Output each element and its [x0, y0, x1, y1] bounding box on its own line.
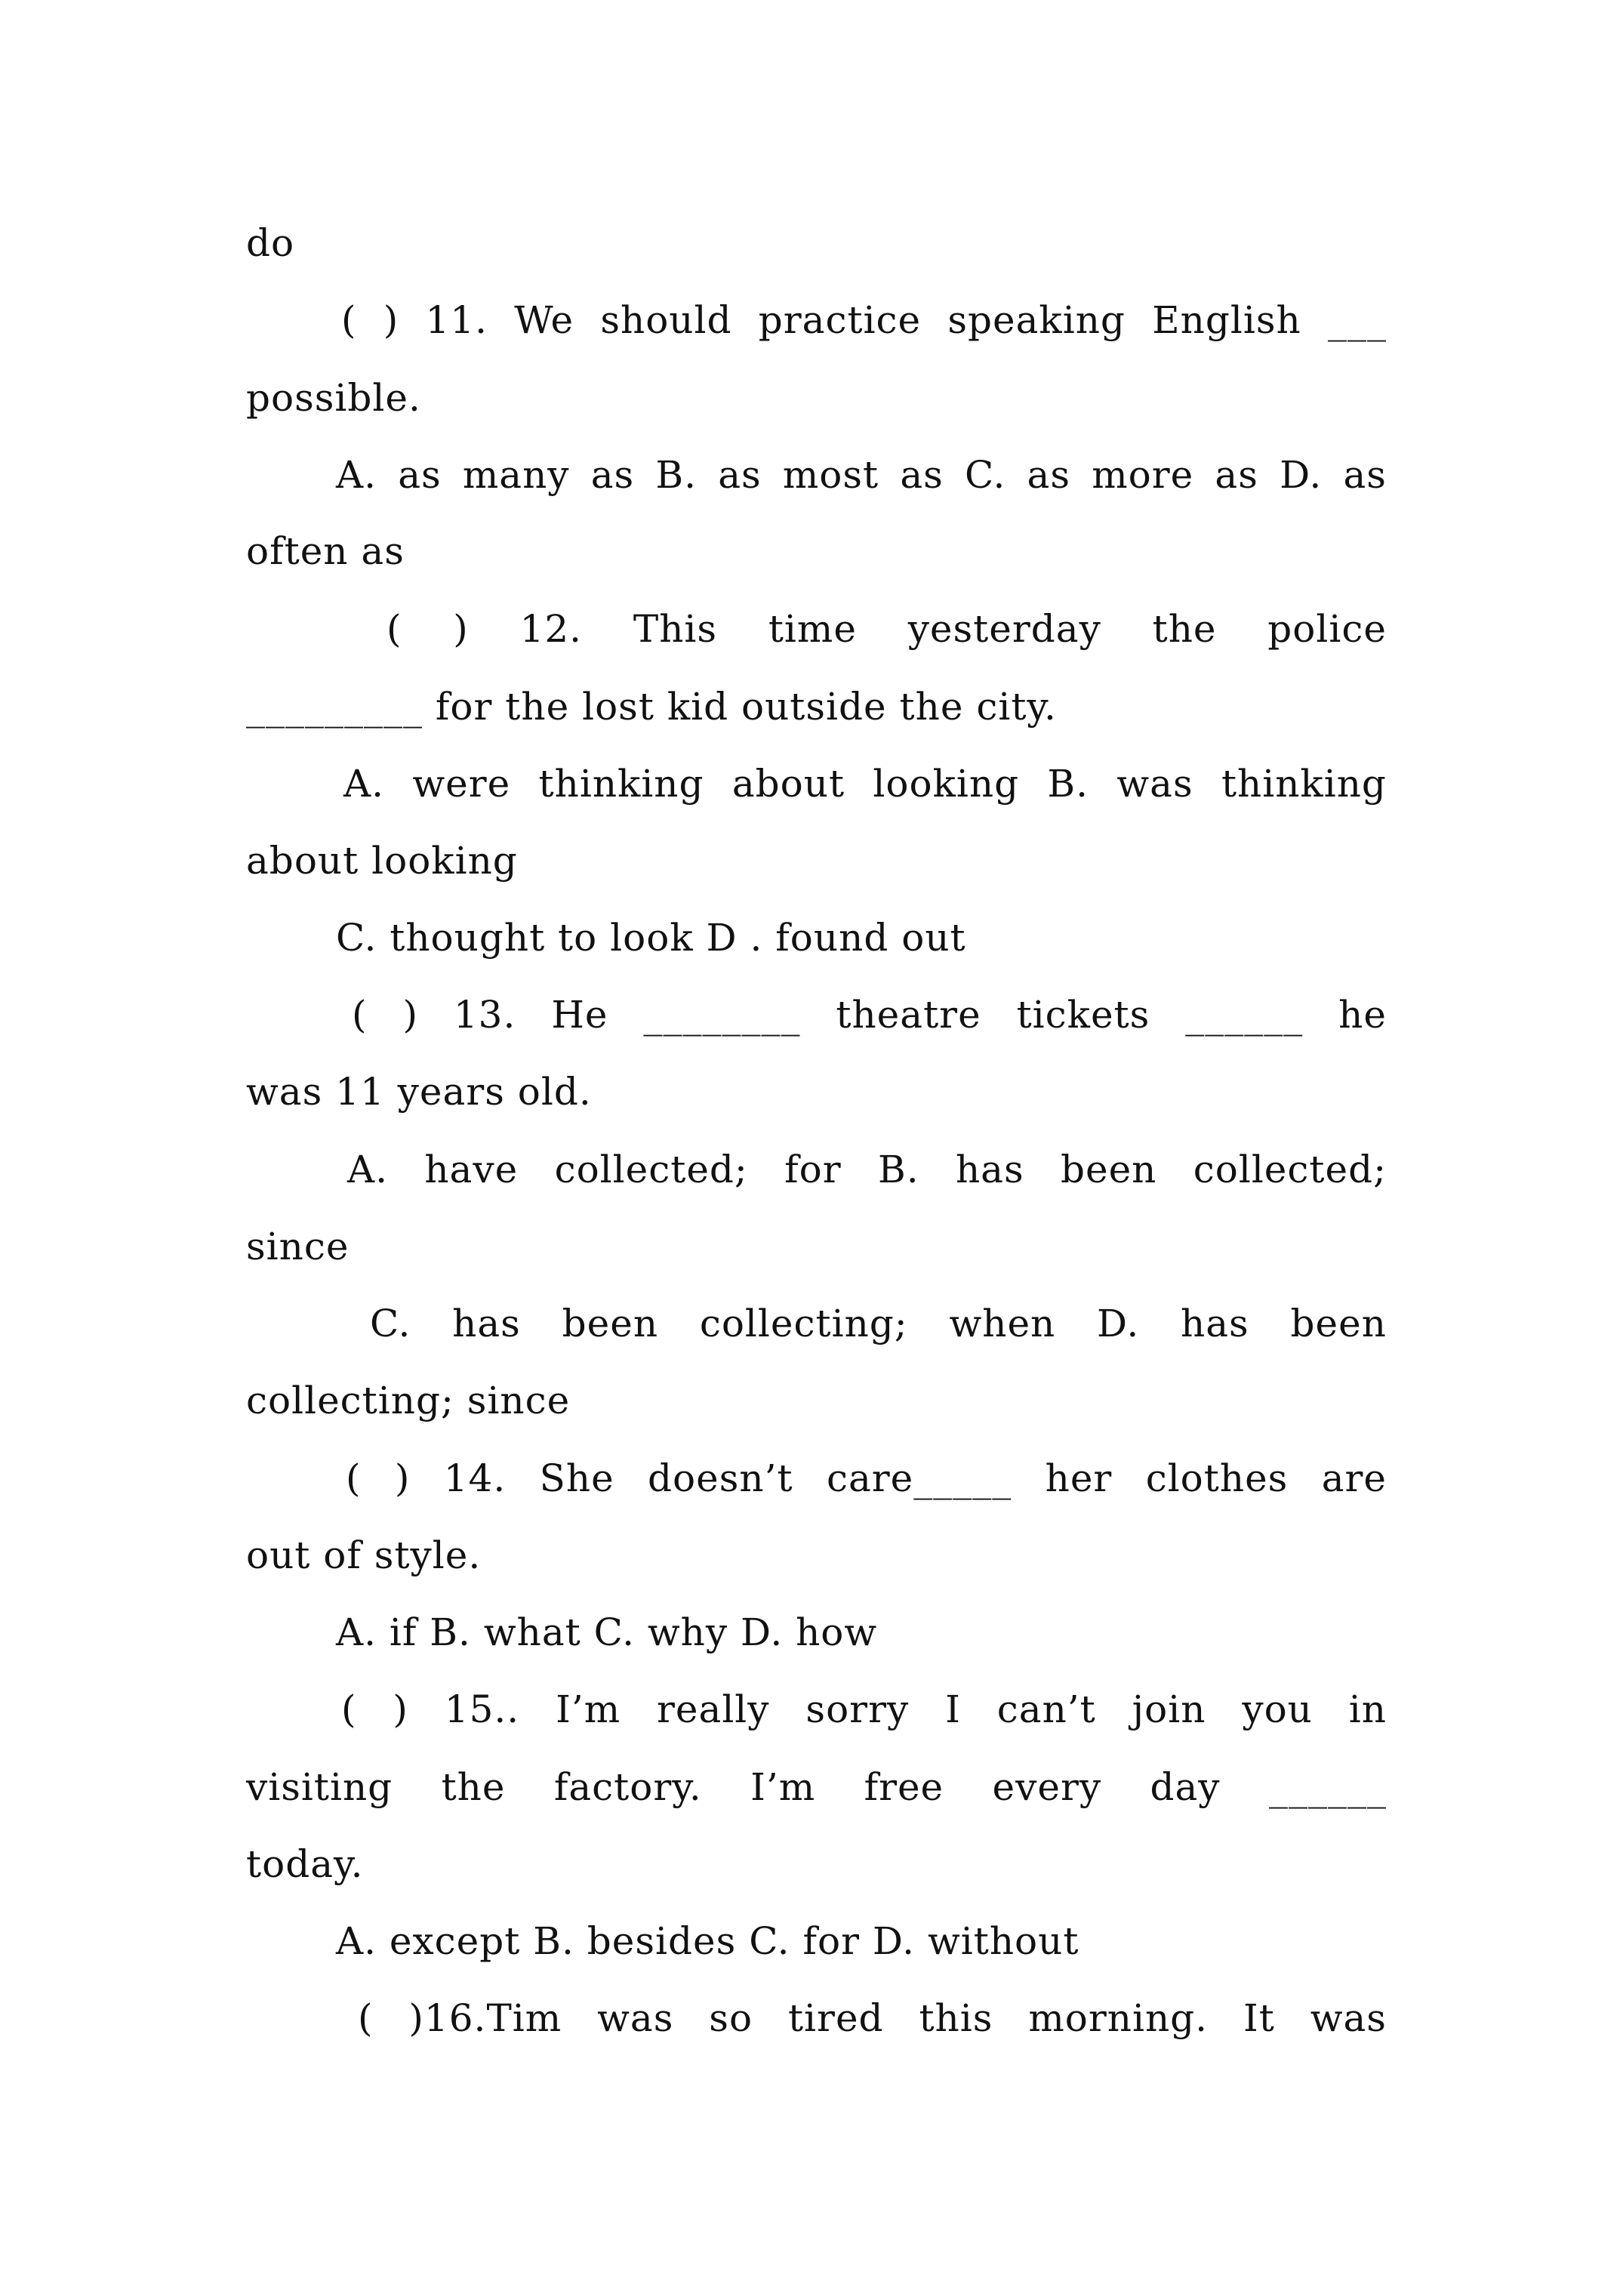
word: collected;: [554, 1148, 748, 1191]
word: B.: [655, 453, 698, 497]
question-12-options: [343, 761, 1387, 806]
text-line: since: [246, 1225, 350, 1268]
question-15-line-cont: [246, 1764, 1387, 1810]
text-line: possible.: [246, 376, 421, 420]
word: She: [539, 1456, 614, 1500]
word: as: [1343, 453, 1387, 497]
word: visiting: [246, 1765, 393, 1809]
word: (: [352, 993, 368, 1037]
word: ): [402, 993, 418, 1037]
question-13-options: [347, 1147, 1387, 1192]
word: can’t: [996, 1687, 1096, 1731]
text-line: _________ for the lost kid outside the city.: [246, 685, 1057, 729]
word: ): [453, 607, 469, 651]
word: (: [346, 1456, 362, 1500]
word: this: [919, 1996, 993, 2040]
word: practice: [758, 298, 922, 342]
word: clothes: [1145, 1456, 1289, 1500]
word: when: [949, 1302, 1056, 1345]
text-line: collecting; since: [246, 1379, 571, 1422]
word: yesterday: [907, 607, 1101, 651]
word: thinking: [538, 762, 704, 806]
word: ________: [643, 993, 801, 1037]
word: theatre: [836, 993, 981, 1037]
word: 13.: [453, 993, 516, 1037]
word: (: [358, 1996, 374, 2040]
question-15-line: [341, 1687, 1387, 1732]
word: He: [551, 993, 608, 1037]
word: every: [992, 1765, 1102, 1809]
word: the: [441, 1765, 506, 1809]
text-line: today.: [246, 1842, 364, 1886]
word: doesn’t: [648, 1456, 793, 1500]
word: ______: [1268, 1765, 1387, 1809]
word: C.: [964, 453, 1006, 497]
word: been: [1290, 1302, 1387, 1345]
question-15-options: A. except B. besides C. for D. without: [336, 1919, 1079, 1963]
word: morning.: [1028, 1996, 1209, 2040]
question-13-line: [352, 992, 1387, 1037]
word: (: [341, 1687, 357, 1731]
word: 15..: [444, 1687, 520, 1731]
word: I: [945, 1687, 961, 1731]
word: thinking: [1221, 762, 1387, 806]
word: speaking: [947, 298, 1126, 342]
word: I’m: [556, 1687, 621, 1731]
word: We: [514, 298, 574, 342]
word: It: [1243, 1996, 1275, 2040]
question-14-line: [346, 1456, 1387, 1501]
word: ): [383, 298, 399, 342]
text-line: out of style.: [246, 1533, 482, 1577]
word: (: [387, 607, 402, 651]
word: looking: [873, 762, 1020, 806]
word: was: [597, 1996, 674, 2040]
word: ): [393, 1687, 408, 1731]
word: as: [1027, 453, 1071, 497]
word: has: [452, 1302, 521, 1345]
question-16-line: [358, 1996, 1387, 2041]
word: 12.: [519, 607, 583, 651]
word: 11.: [425, 298, 488, 342]
word: D.: [1280, 453, 1323, 497]
word: A.: [343, 762, 385, 806]
word: was: [1116, 762, 1193, 806]
word: tired: [787, 1996, 884, 2040]
word: A.: [347, 1148, 389, 1191]
word: you: [1242, 1687, 1313, 1731]
word: more: [1092, 453, 1194, 497]
word: )16.Tim: [408, 1996, 562, 2040]
word: care_____: [826, 1456, 1012, 1500]
word: B.: [877, 1148, 919, 1191]
word: sorry: [805, 1687, 910, 1731]
word: have: [424, 1148, 519, 1191]
word: been: [562, 1302, 659, 1345]
word: This: [633, 607, 718, 651]
word: English: [1152, 298, 1301, 342]
word: really: [657, 1687, 770, 1731]
word: I’m: [750, 1765, 816, 1809]
word: in: [1348, 1687, 1387, 1731]
word: free: [864, 1765, 944, 1809]
text-line: often as: [246, 529, 405, 573]
word: has: [1181, 1302, 1249, 1345]
word: ___: [1327, 298, 1387, 342]
word: collected;: [1193, 1148, 1387, 1191]
word: for: [784, 1148, 842, 1191]
word: many: [462, 453, 570, 497]
question-11-options: [336, 452, 1387, 498]
word: should: [600, 298, 732, 342]
word: the: [1152, 607, 1217, 651]
word: day: [1150, 1765, 1221, 1809]
question-13-options-cont: [370, 1301, 1387, 1346]
word: C.: [370, 1302, 411, 1345]
word: been: [1060, 1148, 1157, 1191]
word: as: [1215, 453, 1258, 497]
word: collecting;: [699, 1302, 908, 1345]
word: has: [955, 1148, 1024, 1191]
word: so: [709, 1996, 753, 2040]
word: were: [412, 762, 511, 806]
word: her: [1045, 1456, 1113, 1500]
word: as: [718, 453, 762, 497]
word: factory.: [553, 1765, 702, 1809]
word: B.: [1047, 762, 1089, 806]
text-line: about looking: [246, 839, 518, 883]
word: he: [1338, 993, 1387, 1037]
word: as: [398, 453, 442, 497]
question-14-options: A. if B. what C. why D. how: [336, 1610, 878, 1654]
word: D.: [1097, 1302, 1140, 1345]
word: was: [1310, 1996, 1387, 2040]
word: 14.: [443, 1456, 507, 1500]
word: are: [1321, 1456, 1387, 1500]
word: ): [394, 1456, 411, 1500]
word: tickets: [1016, 993, 1150, 1037]
word: about: [731, 762, 845, 806]
word: ______: [1185, 993, 1304, 1037]
question-12-options-cont: C. thought to look D . found out: [336, 916, 966, 960]
word: A.: [336, 453, 377, 497]
question-11-line: [341, 297, 1387, 343]
word: time: [768, 607, 857, 651]
word: join: [1132, 1687, 1206, 1731]
word: (: [341, 298, 357, 342]
word: most: [782, 453, 879, 497]
text-line: was 11 years old.: [246, 1070, 592, 1114]
text-line: do: [246, 221, 295, 265]
question-12-line: [387, 606, 1387, 652]
word: as: [590, 453, 635, 497]
word: as: [900, 453, 944, 497]
word: police: [1267, 607, 1387, 651]
